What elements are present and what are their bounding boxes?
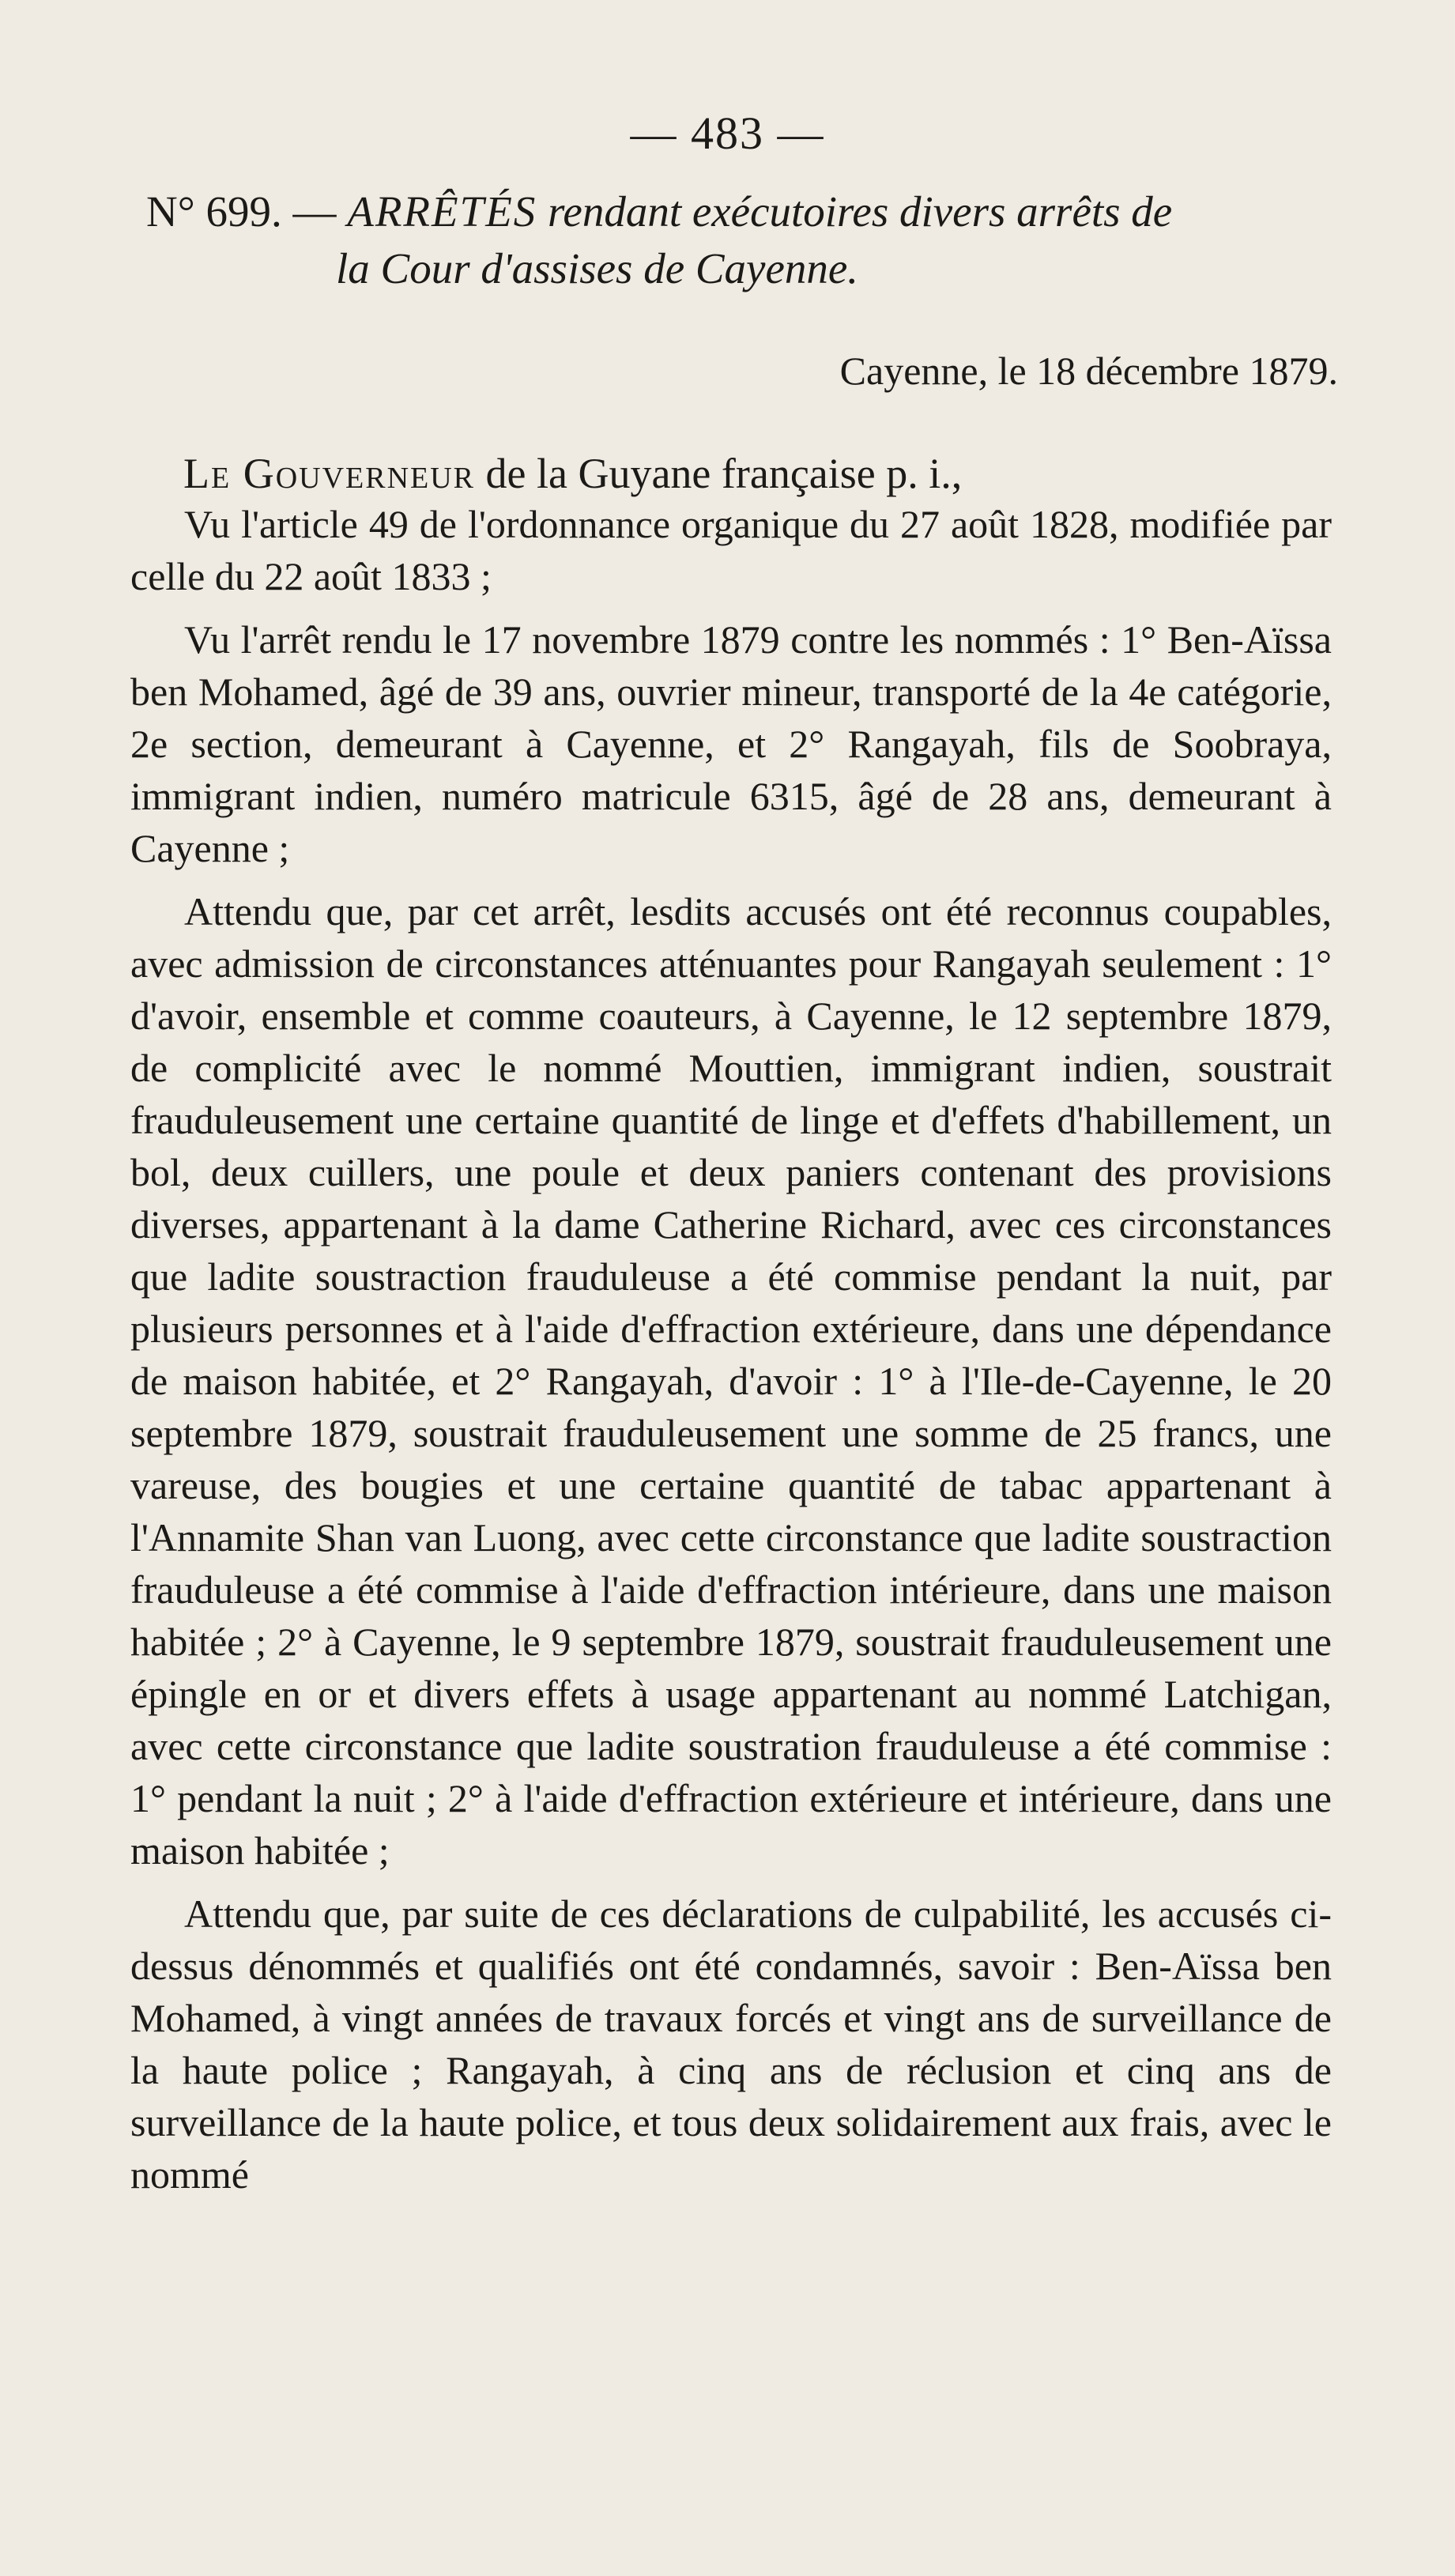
dateline: Cayenne, le 18 décembre 1879.: [839, 349, 1338, 393]
paragraph-attendu-culpabilite: Attendu que, par cet arrêt, lesdits accusés ont été reconnus coupables, avec admission de circonstances atténuantes pour Rangayah seulement : 1° d'avoir, ensemble et comme coauteurs, à Cayenne, le 12 septembre 1879, de complicité avec le nommé Mouttien, immigrant indien, soustrait frauduleusement une certaine quantité de linge et d'effets d'habillement, un bol, deux cuillers, une poule et deux paniers contenant des provisions diverses, appartenant à la dame Catherine Richard, avec ces circonstances que ladite soustraction frauduleuse a été commise pendant la nuit, par plusieurs personnes et à l'aide d'effraction extérieure, dans une dépendance de maison habitée, et 2° Rangayah, d'avoir : 1° à l'Ile-de-Cayenne, le 20 septembre 1879, soustrait frauduleusement une somme de 25 francs, une vareuse, des bougies et une certaine quantité de tabac appartenant à l'Annamite Shan van Luong, avec cette circonstance que ladite soustraction frauduleuse a été commise à l'aide d'effraction intérieure, dans une maison habitée ; 2° à Cayenne, le 9 septembre 1879, soustrait frauduleusement une épingle en or et divers effets à usage appartenant au nommé Latchigan, avec cette circonstance que ladite soustration frauduleuse a été commise : 1° pendant la nuit ; 2° à l'aide d'effraction extérieure et intérieure, dans une maison habitée ;: [130, 889, 1332, 1873]
page-number: — 483 —: [630, 107, 825, 159]
paragraph-vu-arret: Vu l'arrêt rendu le 17 novembre 1879 contre les nommés : 1° Ben-Aïssa ben Mohamed, âgé de 39 ans, ouvrier mineur, transporté de la 4e catégorie, 2e section, demeurant à Cayenne, et 2° Rangayah, fils de Soobraya, immigrant indien, numéro matricule 6315, âgé de 28 ans, demeurant à Cayenne ;: [130, 617, 1332, 870]
decree-title-line1: rendant exécutoires divers arrêts de: [537, 187, 1173, 236]
paragraph-vu-article: Vu l'article 49 de l'ordonnance organique du 27 août 1828, modifiée par celle du 22 août 1833 ;: [130, 502, 1332, 598]
decree-title-caps: ARRÊTÉS: [347, 187, 537, 236]
heading-dash: —: [281, 187, 348, 236]
decree-heading: [146, 183, 1340, 297]
decree-number: N° 699.: [146, 187, 282, 236]
governor-rest: de la Guyane française p. i.,: [475, 450, 963, 497]
governor-caps: Le Gouverneur: [183, 450, 476, 497]
decree-title-line2: la Cour d'assises de Cayenne.: [336, 244, 859, 292]
governor-line: [183, 449, 1337, 498]
paragraph-attendu-condamnation: Attendu que, par suite de ces déclarations de culpabilité, les accusés ci-dessus dénommés et qualifiés ont été condamnés, savoir : Ben-Aïssa ben Mohamed, à vingt années de travaux forcés et vingt ans de surveillance de la haute police ; Rangayah, à cinq ans de réclusion et cinq ans de surveillance de la haute police, et tous deux solidairement aux frais, avec le nommé: [130, 1891, 1332, 2197]
body-text: [130, 498, 1332, 2201]
